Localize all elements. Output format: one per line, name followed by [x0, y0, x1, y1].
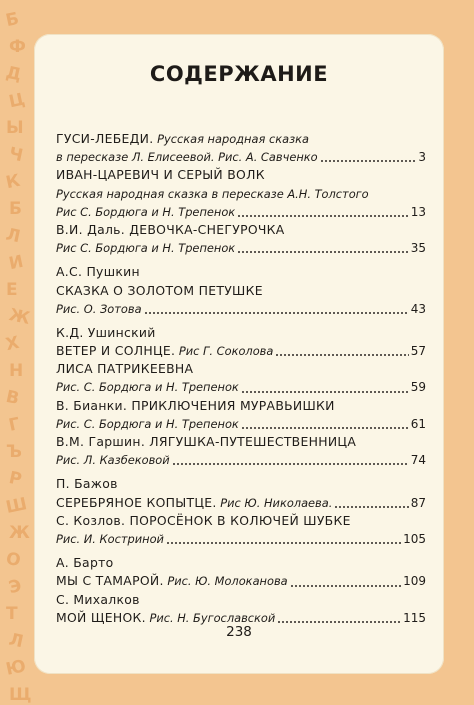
toc-line	[56, 415, 426, 433]
toc-text	[56, 148, 318, 166]
border-letter: Г	[7, 414, 22, 436]
toc-text	[56, 494, 332, 512]
dot-leader	[320, 153, 417, 163]
border-letter: И	[7, 251, 26, 275]
toc-line	[56, 433, 426, 451]
border-letter: Ы	[6, 118, 24, 138]
border-letter: Р	[7, 467, 24, 491]
toc-credit: Русская народная сказка	[153, 132, 309, 146]
toc-page-number: 74	[410, 453, 426, 468]
dot-leader	[277, 614, 401, 624]
toc-text	[56, 397, 335, 415]
toc-title: С. Козлов. ПОРОСЁНОК В КОЛЮЧЕЙ ШУБКЕ	[56, 512, 351, 528]
toc-text	[56, 166, 265, 184]
toc-line	[56, 494, 426, 512]
toc-credit: Рис. Л. Казбековой	[56, 453, 170, 468]
toc-text	[56, 221, 285, 239]
toc-text	[56, 530, 164, 548]
toc-title: МЫ С ТАМАРОЙ.	[56, 573, 164, 589]
toc-page-number: 87	[410, 495, 426, 510]
toc-text	[56, 282, 263, 300]
toc-title: СЕРЕБРЯНОЕ КОПЫТЦЕ.	[56, 494, 217, 510]
toc-text	[56, 342, 273, 360]
toc-line	[56, 203, 426, 221]
border-letter: О	[4, 548, 23, 572]
toc-credit: Рис Ю. Николаева.	[216, 495, 333, 510]
border-letter: Э	[7, 575, 24, 599]
toc-line	[56, 148, 426, 166]
toc-text	[56, 185, 369, 203]
border-letter: Е	[6, 280, 18, 300]
toc-page-number: 61	[410, 416, 426, 431]
toc-credit: Рис С. Бордюга и Н. Трепенок	[56, 241, 236, 256]
toc-text	[56, 239, 235, 257]
border-letter: Х	[4, 332, 22, 356]
toc-title: ВЕТЕР И СОЛНЦЕ.	[56, 343, 176, 359]
toc-text	[56, 451, 170, 469]
toc-line	[56, 530, 426, 548]
toc-text	[56, 433, 356, 451]
toc-text	[56, 512, 351, 530]
toc-line	[56, 239, 426, 257]
toc-title: А.С. Пушкин	[56, 264, 140, 280]
border-letter: Ц	[7, 89, 27, 113]
toc-text	[56, 203, 235, 221]
border-letter: Ж	[9, 523, 30, 543]
toc-title: А. Барто	[56, 555, 114, 571]
border-letter: К	[4, 170, 22, 194]
page-title: СОДЕРЖАНИЕ	[149, 62, 329, 86]
toc-line	[56, 263, 426, 281]
toc-title: ЛИСА ПАТРИКЕЕВНА	[56, 361, 194, 377]
toc-text	[56, 572, 288, 590]
toc-line	[56, 378, 426, 396]
toc-title: СКАЗКА О ЗОЛОТОМ ПЕТУШКЕ	[56, 282, 263, 298]
toc-credit: Рис. С. Бордюга и Н. Трепенок	[56, 380, 239, 395]
toc-line	[56, 166, 426, 184]
toc-text	[56, 130, 309, 148]
toc-title: ИВАН-ЦАРЕВИЧ И СЕРЫЙ ВОЛК	[56, 167, 265, 183]
border-letter: Ф	[9, 37, 26, 57]
border-letter: Д	[4, 62, 24, 86]
toc-line	[56, 397, 426, 415]
border-letter: Ж	[7, 305, 32, 329]
border-letter: Б	[4, 8, 21, 32]
border-letter: Ш	[4, 494, 29, 518]
border-letter: Ч	[7, 143, 25, 167]
toc-credit: Рис. Ю. Молоканова	[163, 574, 288, 589]
toc-credit: Рис. Н. Бугославской	[145, 610, 276, 625]
toc-page-number: 43	[410, 301, 426, 316]
toc-credit: Рис С. Бордюга и Н. Трепенок	[56, 204, 236, 219]
toc-page-number: 105	[403, 531, 426, 546]
toc-line	[56, 324, 426, 342]
toc-credit: Рис. С. Бордюга и Н. Трепенок	[56, 416, 239, 431]
toc-line	[56, 360, 426, 378]
toc-text	[56, 360, 193, 378]
toc-title: В. Бианки. ПРИКЛЮЧЕНИЯ МУРАВЬИШКИ	[56, 397, 335, 413]
toc-text	[56, 475, 118, 493]
toc-line	[56, 221, 426, 239]
toc-title: МОЙ ЩЕНОК.	[56, 609, 146, 625]
dot-leader	[237, 244, 409, 254]
toc-text	[56, 591, 140, 609]
toc-credit: Рис. О. Зотова	[56, 301, 142, 316]
toc-line	[56, 475, 426, 493]
toc-page-number: 109	[403, 574, 426, 589]
border-letter: Т	[6, 604, 18, 624]
toc-title: К.Д. Ушинский	[56, 324, 156, 340]
toc-line	[56, 591, 426, 609]
border-letter: Л	[7, 629, 26, 653]
page-number: 238	[226, 624, 252, 640]
toc-page-number: 13	[410, 204, 426, 219]
dot-leader	[334, 499, 408, 509]
toc-page-number: 35	[410, 241, 426, 256]
border-letter: Ъ	[6, 442, 22, 462]
dot-leader	[290, 578, 401, 588]
toc-line	[56, 282, 426, 300]
toc-text	[56, 324, 156, 342]
toc-page-number: 115	[403, 610, 426, 625]
toc-line	[56, 185, 426, 203]
dot-leader	[172, 456, 409, 466]
border-letter: В	[4, 386, 21, 410]
dot-leader	[166, 535, 401, 545]
toc-line	[56, 451, 426, 469]
toc-line	[56, 342, 426, 360]
border-letter: Ю	[4, 656, 28, 680]
toc-line	[56, 130, 426, 148]
table-of-contents	[56, 130, 426, 627]
toc-credit: Русская народная сказка в пересказе А.Н. Толстого	[56, 186, 369, 201]
toc-text	[56, 378, 239, 396]
toc-page-number: 57	[410, 344, 426, 359]
toc-text	[56, 415, 239, 433]
toc-text	[56, 300, 142, 318]
toc-text	[56, 554, 114, 572]
contents-page	[34, 34, 444, 674]
toc-title: П. Бажов	[56, 476, 118, 492]
border-letter: Л	[4, 224, 23, 248]
toc-title: С. Михалков	[56, 591, 140, 607]
toc-title: ГУСИ-ЛЕБЕДИ.	[56, 131, 154, 146]
toc-line	[56, 572, 426, 590]
toc-credit: в пересказе Л. Елисеевой. Рис. А. Савченко	[56, 150, 318, 165]
toc-line	[56, 512, 426, 530]
toc-text	[56, 263, 140, 281]
toc-page-number: 59	[410, 380, 426, 395]
border-letter: Б	[9, 199, 22, 219]
dot-leader	[237, 208, 409, 218]
dot-leader	[275, 347, 408, 357]
toc-page-number: 3	[418, 150, 426, 165]
dot-leader	[241, 420, 409, 430]
toc-title: В.М. Гаршин. ЛЯГУШКА-ПУТЕШЕСТВЕННИЦА	[56, 434, 357, 449]
toc-title: В.И. Даль. ДЕВОЧКА-СНЕГУРОЧКА	[56, 221, 285, 237]
dot-leader	[144, 305, 409, 315]
toc-line	[56, 300, 426, 318]
toc-credit: Рис. И. Костриной	[56, 531, 164, 546]
dot-leader	[241, 384, 409, 394]
border-letter: Щ	[9, 685, 32, 705]
border-letter: Н	[9, 361, 24, 381]
toc-line	[56, 554, 426, 572]
toc-credit: Рис Г. Соколова	[175, 344, 274, 359]
